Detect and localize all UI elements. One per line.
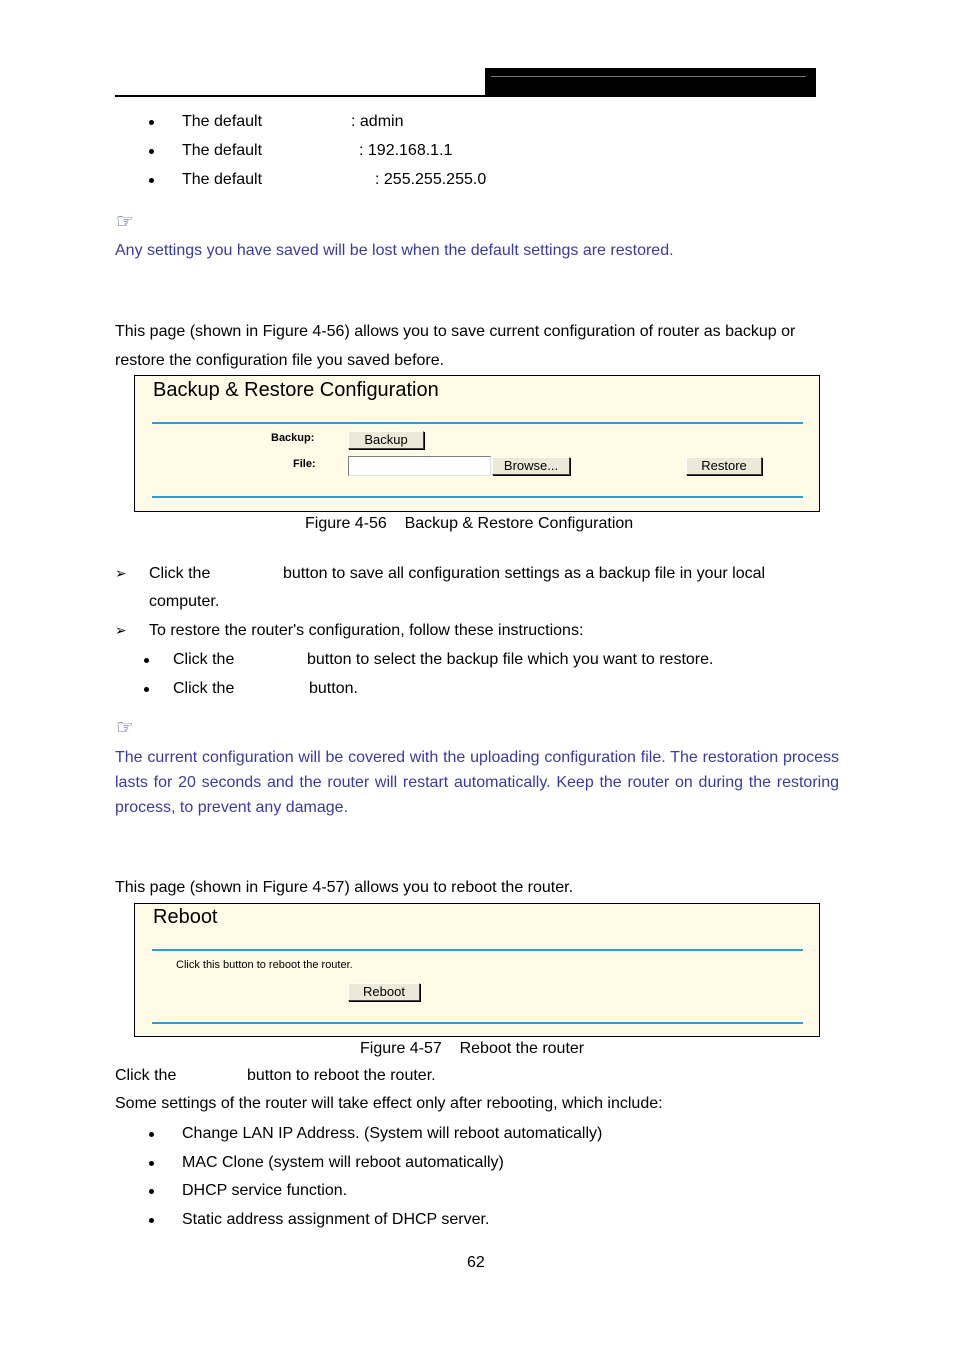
settings-intro: Some settings of the router will take effect only after rebooting, which include: <box>115 1095 663 1112</box>
settings-list-item: Static address assignment of DHCP server. <box>182 1211 490 1228</box>
page-number: 62 <box>467 1254 485 1271</box>
panel-divider <box>152 422 803 424</box>
bullet-icon <box>149 1161 154 1166</box>
panel-title: Backup & Restore Configuration <box>153 379 439 401</box>
settings-list-item: DHCP service function. <box>182 1182 348 1199</box>
header-bar <box>485 68 816 97</box>
reboot-panel <box>134 903 820 1037</box>
instruction-computer: computer. <box>149 593 220 610</box>
default-item-value: : 255.255.255.0 <box>375 171 487 188</box>
bullet-icon <box>149 178 154 183</box>
bullet-icon <box>149 120 154 125</box>
figure-56-caption: Figure 4-56 Backup & Restore Configuration <box>305 515 634 532</box>
header-rule <box>115 95 485 97</box>
backup-intro-line1: This page (shown in Figure 4-56) allows you to save current configuration of router as backup or <box>115 323 796 340</box>
note-restore-warning: The current configuration will be covered with the uploading configuration file. The restoration process lasts for 20 seconds and the router will restart automatically. Keep the router on during the restoring process, to prevent any damage. <box>115 749 839 816</box>
note-restore-defaults: Any settings you have saved will be lost when the default settings are restored. <box>115 242 674 259</box>
file-label: File: <box>293 458 316 470</box>
default-item-value: : 192.168.1.1 <box>359 142 453 159</box>
arrow-bullet-icon: ➢ <box>115 623 127 639</box>
figure-57-caption: Figure 4-57 Reboot the router <box>360 1040 585 1057</box>
instruction-click-the: Click the <box>149 565 211 582</box>
backup-restore-panel <box>134 375 820 512</box>
bullet-icon <box>149 1218 154 1223</box>
file-path-input[interactable] <box>348 456 491 476</box>
restore-button[interactable]: Restore <box>686 457 762 475</box>
click-reboot-b: button to reboot the router. <box>247 1067 436 1084</box>
default-item-value: : admin <box>351 113 404 130</box>
bullet-icon <box>149 1132 154 1137</box>
bullet-icon <box>144 658 149 663</box>
pointing-hand-icon: ☞ <box>116 715 134 739</box>
backup-button[interactable]: Backup <box>348 431 424 449</box>
default-item-label: The default <box>182 113 263 130</box>
arrow-bullet-icon: ➢ <box>115 566 127 582</box>
browse-button[interactable]: Browse... <box>492 457 570 475</box>
pointing-hand-icon: ☞ <box>116 209 134 233</box>
reboot-intro: This page (shown in Figure 4-57) allows you to reboot the router. <box>115 879 574 896</box>
settings-list-item: Change LAN IP Address. (System will reboot automatically) <box>182 1125 603 1142</box>
bullet-icon <box>149 1189 154 1194</box>
reboot-hint: Click this button to reboot the router. <box>176 959 353 971</box>
bullet-icon <box>149 149 154 154</box>
click-reboot-a: Click the <box>115 1067 177 1084</box>
settings-list-item: MAC Clone (system will reboot automatically) <box>182 1154 504 1171</box>
sub-step-click-the: Click the <box>173 680 235 697</box>
panel-title: Reboot <box>153 906 218 928</box>
sub-step-browse-text: button to select the backup file which you want to restore. <box>307 651 714 668</box>
sub-step-restore-text: button. <box>309 680 358 697</box>
panel-divider <box>152 949 803 951</box>
backup-label: Backup: <box>271 432 315 444</box>
panel-divider <box>152 496 803 498</box>
panel-divider <box>152 1022 803 1024</box>
sub-step-click-the: Click the <box>173 651 235 668</box>
default-item-label: The default <box>182 142 263 159</box>
reboot-button[interactable]: Reboot <box>348 983 420 1001</box>
instruction-restore: To restore the router's configuration, follow these instructions: <box>149 622 584 639</box>
bullet-icon <box>144 687 149 692</box>
backup-intro-line2: restore the configuration file you saved before. <box>115 352 445 369</box>
instruction-backup-text: button to save all configuration settings as a backup file in your local <box>283 565 766 582</box>
default-item-label: The default <box>182 171 263 188</box>
